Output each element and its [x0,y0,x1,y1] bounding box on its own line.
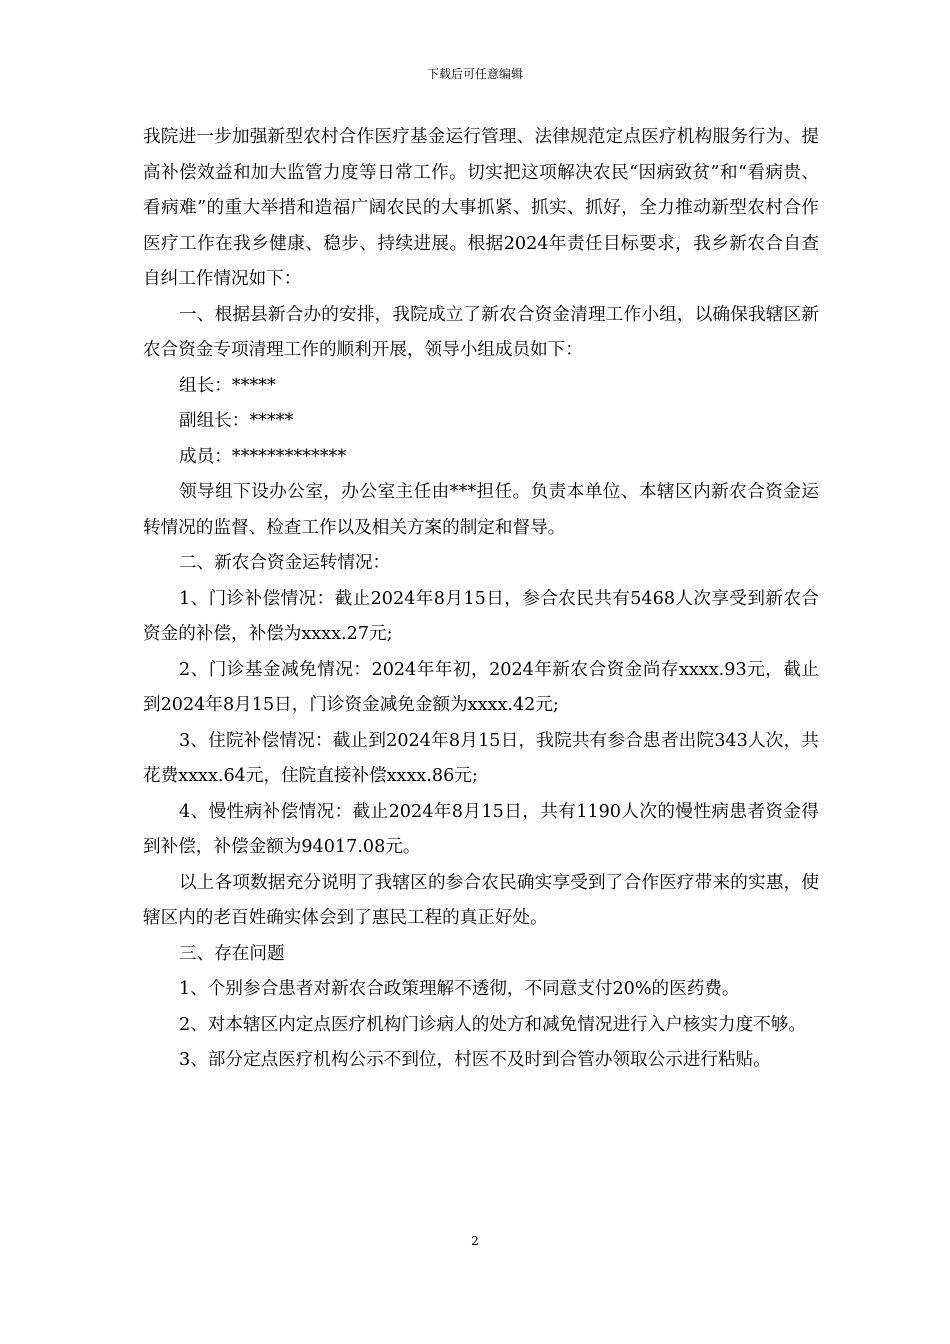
paragraph-summary: 以上各项数据充分说明了我辖区的参合农民确实享受到了合作医疗带来的实惠，使辖区内的老百姓确实体会到了惠民工程的真正好处。 [143,872,819,928]
paragraph-problem-1: 1、个别参合患者对新农合政策理解不透彻，不同意支付20%的医药费。 [179,979,740,999]
paragraph-section-3-heading: 三、存在问题 [179,943,285,964]
paragraph-group-leader: 组长：***** [179,375,276,396]
page-header: 下载后可任意编辑 [426,67,523,81]
paragraph-outpatient-fund: 2、门诊基金减免情况：2024年年初，2024年新农合资金尚存xxxx.93元，截止到2024年8月15日，门诊资金减免金额为xxxx.42元; [143,659,819,715]
paragraph-problem-2: 2、对本辖区内定点医疗机构门诊病人的处方和减免情况进行入户核实力度不够。 [179,1014,806,1035]
paragraph-deputy-leader: 副组长：***** [179,411,294,431]
paragraph-intro: 我院进一步加强新型农村合作医疗基金运行管理、法律规范定点医疗机构服务行为、提高补偿效益和加大监管力度等日常工作。切实把这项解决农民“因病致贫”和“看病贵、看病难”的重大举措和造福广阔农民的大事抓紧、抓实、抓好，全力推动新型农村合作医疗工作在我乡健康、稳步、持续进展。根据2024年责任目标要求，我乡新农合自查自纠工作情况如下： [143,127,819,289]
paragraph-members: 成员：************* [179,446,347,467]
paragraph-office: 领导组下设办公室，办公室主任由***担任。负责本单位、本辖区内新农合资金运转情况的监督、检查工作以及相关方案的制定和督导。 [143,482,819,538]
document-body [143,120,819,1079]
paragraph-section-1: 一、根据县新合办的安排，我院成立了新农合资金清理工作小组，以确保我辖区新农合资金专项清理工作的顺利开展，领导小组成员如下： [143,304,819,360]
paragraph-problem-3: 3、部分定点医疗机构公示不到位，村医不及时到合管办领取公示进行粘贴。 [179,1050,771,1070]
paragraph-section-2-heading: 二、新农合资金运转情况： [179,553,391,573]
paragraph-outpatient-compensation: 1、门诊补偿情况：截止2024年8月15日，参合农民共有5468人次享受到新农合资金的补偿，补偿为xxxx.27元; [143,588,819,644]
page-number: 2 [471,1234,479,1248]
paragraph-chronic-compensation: 4、慢性病补偿情况：截止2024年8月15日，共有1190人次的慢性病患者资金得到补偿，补偿金额为94017.08元。 [143,801,819,857]
paragraph-inpatient-compensation: 3、住院补偿情况：截止到2024年8月15日，我院共有参合患者出院343人次，共花费xxxx.64元，住院直接补偿xxxx.86元; [143,730,819,786]
